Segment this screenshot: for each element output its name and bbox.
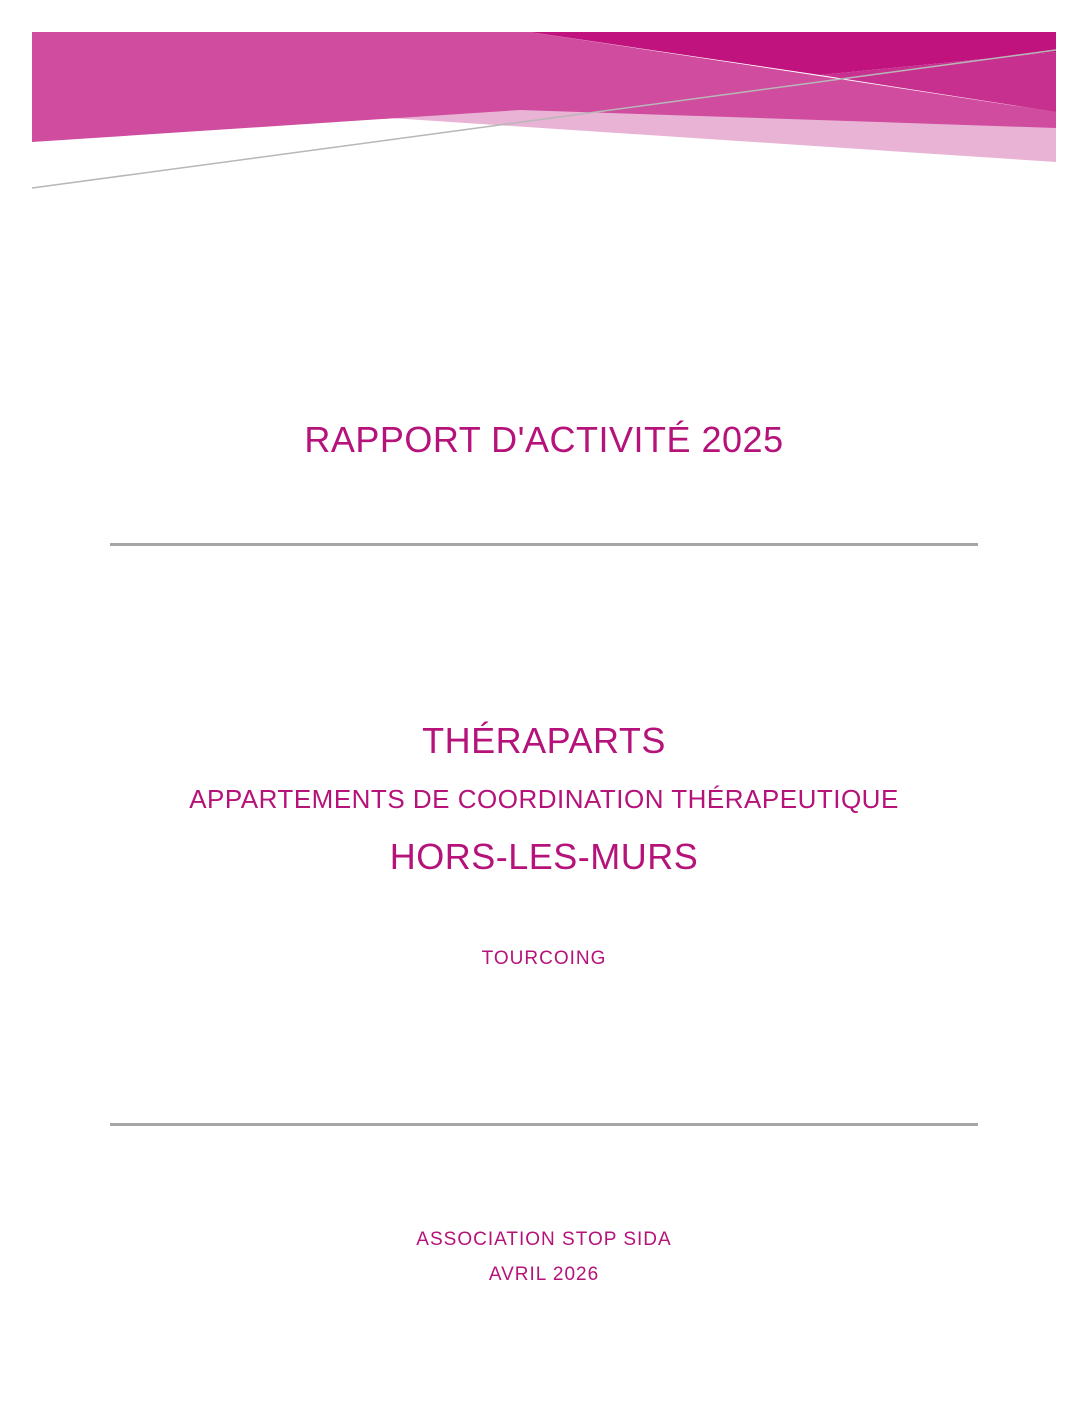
divider-bottom [110, 1123, 978, 1126]
divider-top [110, 543, 978, 546]
city-label: TOURCOING [481, 948, 607, 969]
program-subtitle: APPARTEMENTS DE COORDINATION THÉRAPEUTIQUE [189, 784, 899, 814]
report-title: RAPPORT D'ACTIVITÉ 2025 [304, 419, 784, 460]
decorative-banner [0, 0, 1088, 200]
publication-date: AVRIL 2026 [488, 1264, 600, 1285]
organization-name: ASSOCIATION STOP SIDA [416, 1229, 672, 1250]
program-name: THÉRAPARTS [422, 720, 666, 761]
program-mode: HORS-LES-MURS [389, 836, 699, 877]
